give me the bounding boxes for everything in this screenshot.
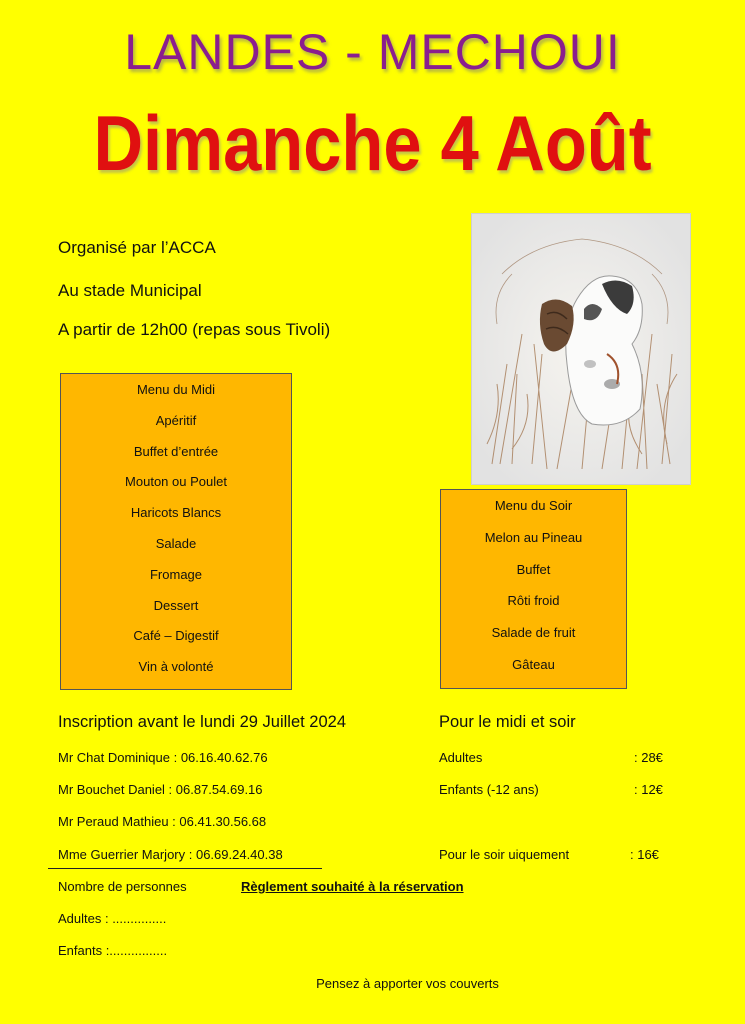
menu-midi-title: Menu du Midi — [136, 382, 216, 397]
people-label: Nombre de personnes — [58, 879, 187, 894]
contact-line: Mme Guerrier Marjory : 06.69.24.40.38 — [58, 847, 283, 862]
menu-item: Buffet — [516, 561, 551, 577]
prices-title: Pour le midi et soir — [439, 713, 576, 731]
dog-illustration — [471, 213, 691, 485]
contact-line: Mr Peraud Mathieu : 06.41.30.56.68 — [58, 814, 267, 829]
divider — [48, 868, 322, 869]
children-price: : 12€ — [634, 782, 663, 797]
adults-price: : 28€ — [634, 750, 663, 765]
menu-item: Buffet d’entrée — [133, 443, 219, 459]
organizer-text: Organisé par l’ACCA — [58, 238, 216, 257]
menu-item: Melon au Pineau — [484, 529, 583, 545]
menu-item: Salade — [155, 535, 197, 551]
adults-count-line: Adultes : ............... — [58, 911, 167, 926]
menu-soir-box — [440, 489, 627, 689]
contact-line: Mr Bouchet Daniel : 06.87.54.69.16 — [58, 782, 263, 797]
menu-item: Vin à volonté — [138, 659, 214, 675]
menu-item: Dessert — [153, 597, 199, 613]
menu-item: Salade de fruit — [491, 625, 576, 641]
menu-item: Gâteau — [512, 657, 555, 673]
menu-soir-title: Menu du Soir — [494, 498, 573, 513]
menu-item: Rôti froid — [507, 593, 560, 609]
children-count-line: Enfants :................ — [58, 943, 168, 958]
adults-label: Adultes — [439, 750, 483, 765]
menu-item: Haricots Blancs — [130, 505, 222, 521]
time-text: A partir de 12h00 (repas sous Tivoli) — [58, 320, 331, 339]
event-title: LANDES - MECHOUI — [124, 24, 621, 80]
menu-item: Fromage — [149, 566, 203, 582]
menu-item: Apéritif — [155, 412, 197, 428]
menu-item: Café – Digestif — [133, 628, 219, 644]
evening-label: Pour le soir uiquement — [439, 847, 570, 862]
event-date: Dimanche 4 Août — [93, 99, 652, 187]
payment-note: Règlement souhaité à la réservation — [241, 879, 464, 894]
children-label: Enfants (-12 ans) — [439, 782, 539, 797]
location-text: Au stade Municipal — [58, 281, 202, 300]
inscription-title: Inscription avant le lundi 29 Juillet 2024 — [58, 713, 347, 731]
contact-line: Mr Chat Dominique : 06.16.40.62.76 — [58, 750, 268, 765]
footer-note: Pensez à apporter vos couverts — [316, 976, 499, 991]
menu-midi-box — [60, 373, 292, 690]
menu-item: Mouton ou Poulet — [125, 474, 227, 490]
evening-price: : 16€ — [630, 847, 659, 862]
